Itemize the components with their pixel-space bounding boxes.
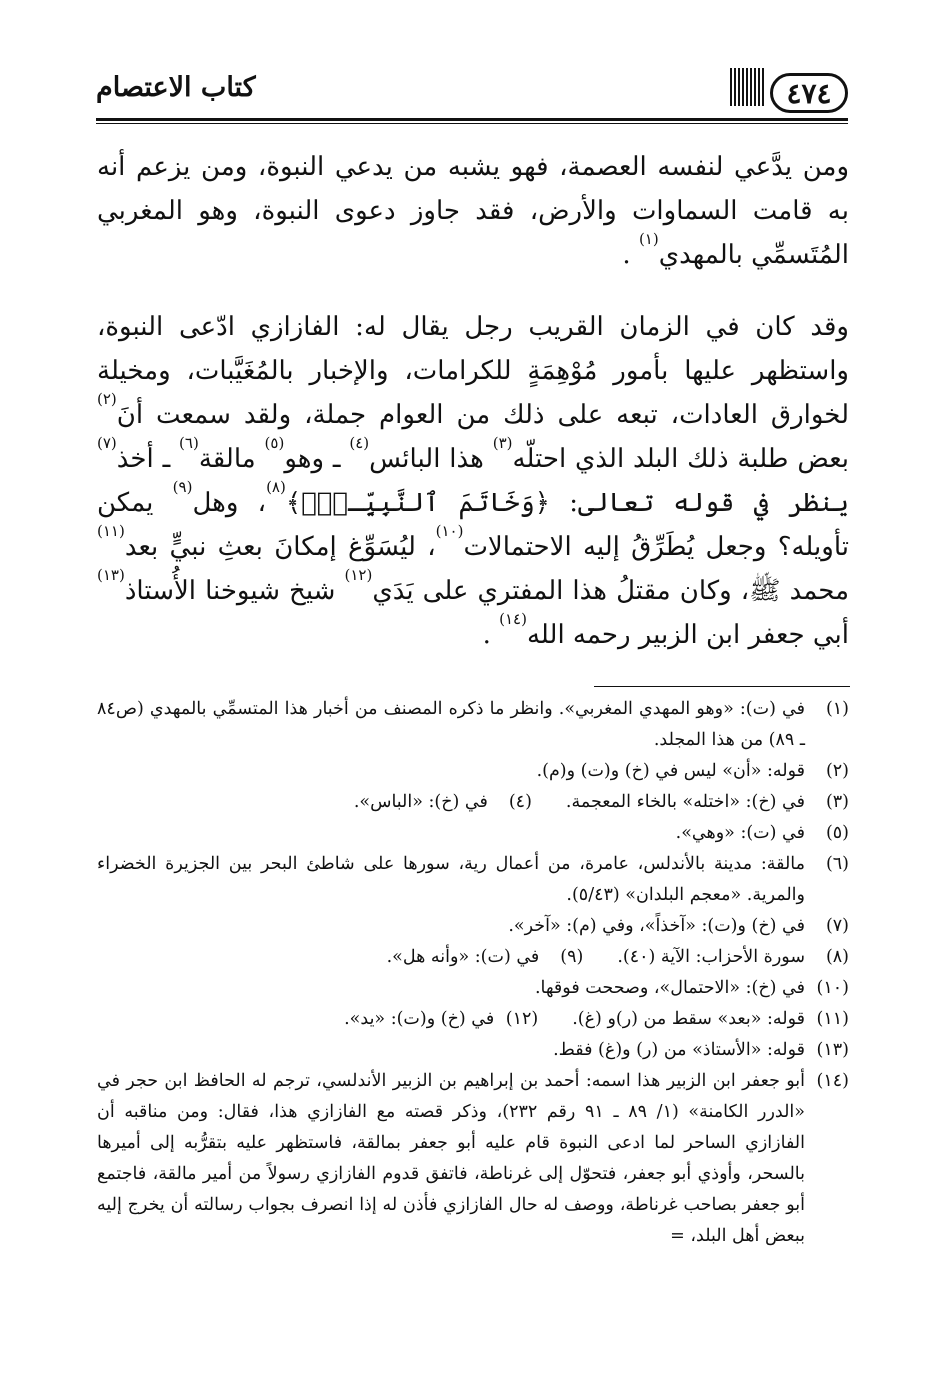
p2-seg-6: ـ أخذ — [116, 444, 180, 474]
p2-seg-4: ـ وهو — [284, 444, 350, 474]
book-title: كتاب الاعتصام — [96, 72, 256, 103]
footnote-ref-14: (١٤) — [499, 610, 527, 628]
footnote-number: (٦) — [825, 854, 849, 874]
p2-seg-3: هذا البائس — [369, 444, 493, 474]
footnote-ref-4: (٤) — [349, 434, 370, 452]
footnote-item — [387, 942, 584, 973]
footnote-row — [97, 1004, 849, 1035]
footnote-item — [97, 1066, 849, 1252]
footnote-separator — [594, 686, 850, 687]
footnote-item — [97, 849, 849, 911]
footnote-number: (١٤) — [816, 1071, 849, 1091]
p2-seg-7: ينظر في قوله تعالى: ﴿وَخَاتَمَ ٱلنَّبِيِّـنَۗ﴾ — [285, 488, 849, 518]
paragraph-2 — [97, 305, 849, 657]
footnote-text: في (ت): «وهي». — [675, 823, 805, 843]
footnote-text: في (ت): «وهو المهدي المغربي». وانظر ما ذكره المصنف من أخبار هذا المتسمِّي بالمهدي (ص٨٤ ـ ٨٩) من هذا المجلد. — [97, 699, 805, 750]
p2-seg-1: وقد كان في الزمان القريب رجل يقال له: الفازازي ادّعى النبوة، واستظهر عليها بأمور مُوْهِمَةٍ للكرامات، والإخبار بالمُغَيَّبات، ومخيلة لخوارق العادات، تبعه على ذلك من العوام جملة، ولقد سمعت أنَ — [97, 312, 849, 430]
footnote-item — [354, 787, 532, 818]
footnote-number: (١٢) — [505, 1009, 539, 1029]
footnote-text: قوله: «الأستاذ» من (ر) و(غ) فقط. — [553, 1040, 805, 1060]
header-rule — [96, 118, 848, 121]
p2-seg-13: أبي جعفر ابن الزبير رحمه الله — [526, 620, 849, 650]
footnote-item — [97, 694, 849, 756]
paragraph-1-end: . — [622, 240, 631, 270]
footnote-text: في (خ): «الاحتمال»، وصححت فوقها. — [534, 978, 805, 998]
paragraph-1 — [97, 145, 849, 277]
footnote-ref-1: (١) — [638, 230, 659, 248]
p2-seg-11: محمد ﷺ، وكان مقتلُ هذا المفتري على يَدَي — [372, 576, 849, 606]
footnote-number: (٥) — [825, 823, 849, 843]
footnote-number: (٢) — [825, 761, 849, 781]
paragraph-2-end: . — [482, 620, 491, 650]
p2-seg-2: بعض طلبة ذلك البلد الذي احتلّه — [512, 444, 849, 474]
footnote-text: في (خ): «اختله» بالخاء المعجمة. — [565, 792, 805, 812]
footnote-row — [97, 787, 849, 818]
page-header — [96, 62, 848, 124]
p2-seg-12: شيخ شيوخنا الأُستاذ — [124, 576, 345, 606]
footnote-ref-2: (٢) — [97, 390, 117, 408]
footnote-number: (١١) — [816, 1009, 849, 1029]
footnote-text: في (ت): «وأنه هل». — [386, 947, 540, 967]
footnote-row — [97, 942, 849, 973]
footnote-number: (٨) — [825, 947, 849, 967]
footnote-text: مالقة: مدينة بالأندلس، عامرة، من أعمال رية، سورها على شاطئ البحر بين الجزيرة الخضراء والمرية. «معجم البلدان» (٥/٤٣). — [97, 854, 805, 905]
footnote-item — [344, 1004, 538, 1035]
footnote-item — [97, 973, 849, 1004]
header-rule-thin — [96, 123, 848, 124]
footnote-item — [97, 756, 849, 787]
footnote-text: في (خ): «الباس». — [353, 792, 488, 812]
paragraph-1-text: ومن يدَّعي لنفسه العصمة، فهو يشبه من يدعي النبوة، ومن يزعم أنه به قامت السماوات والأرض، فقد جاوز دعوى النبوة، وهو المغربي المُتَسمِّي بالمهدي — [97, 152, 849, 270]
footnote-item — [572, 1004, 849, 1035]
footnote-ref-5: (٥) — [264, 434, 285, 452]
footnote-ref-7: (٧) — [97, 434, 117, 452]
footnote-text: قوله: «أن» ليس في (خ) و(ت) و(م). — [536, 761, 805, 781]
page-number: ٤٧٤ — [770, 73, 848, 113]
footnote-ref-3: (٣) — [492, 434, 513, 452]
footnote-ref-12: (١٢) — [344, 566, 373, 584]
p2-seg-5: مالقة — [198, 444, 265, 474]
p2-seg-10: ، ليُسَوِّغ إمكانَ بعثِ نبيٍّ بعد — [124, 532, 436, 562]
p2-seg-9: يمكن تأويله؟ وجعل يُطَرِّقُ إليه الاحتمالات — [97, 488, 849, 562]
footnote-number: (١٣) — [816, 1040, 849, 1060]
footnote-text: قوله: «بعد» سقط من (ر)و (غ). — [572, 1009, 805, 1029]
footnote-text: في (خ) و(ت): «آخذاً»، وفي (م): «آخر». — [508, 916, 805, 936]
footnote-number: (٤) — [508, 792, 532, 812]
footnote-item — [97, 911, 849, 942]
footnote-item — [97, 1035, 849, 1066]
footnote-ref-10: (١٠) — [435, 522, 464, 540]
footnotes — [97, 694, 849, 1252]
footnote-text: سورة الأحزاب: الآية (٤٠). — [617, 947, 805, 967]
footnote-number: (٧) — [825, 916, 849, 936]
footnote-ref-11: (١١) — [97, 522, 125, 540]
footnote-item — [617, 942, 849, 973]
footnote-ref-9: (٩) — [172, 478, 193, 496]
footnote-number: (١٠) — [816, 978, 849, 998]
p2-seg-8: ، وهل — [192, 488, 267, 518]
footnote-text: أبو جعفر ابن الزبير هذا اسمه: أحمد بن إبراهيم بن الزبير الأندلسي، ترجم له الحافظ ابن حجر في «الدرر الكامنة» (١/ ٨٩ ـ ٩١ رقم ٢٣٢)، وذكر قصته مع الفازازي هذا، فقال: ومن مناقبه أن الفازازي الساحر لما ادعى النبوة قام عليه أبو جعفر بمالقة، فاستظهر عليه بتقرُّبه إلى أميرها بالسحر، وأوذي أبو جعفر، فتحوّل إلى غرناطة، فاتفق قدوم الفازازي رسولاً من أمير مالقة، فاجتمع أبو جعفر بصاحب غرناطة، ووصف له حال الفازازي فأذن له إذا انصرف بجواب رسالته أن يخرج إليه ببعض أهل البلد، = — [97, 1071, 805, 1246]
footnote-number: (٩) — [560, 947, 584, 967]
page-number-frame — [748, 68, 848, 118]
footnote-number: (١) — [825, 699, 849, 719]
footnote-ref-6: (٦) — [179, 434, 199, 452]
footnote-number: (٣) — [825, 792, 849, 812]
footnote-item — [566, 787, 849, 818]
footnote-ref-13: (١٣) — [97, 566, 125, 584]
footnote-item — [97, 818, 849, 849]
main-text — [97, 145, 849, 657]
footnote-ref-8: (٨) — [266, 478, 286, 496]
footnote-text: في (خ) و(ت): «يد». — [344, 1009, 495, 1029]
